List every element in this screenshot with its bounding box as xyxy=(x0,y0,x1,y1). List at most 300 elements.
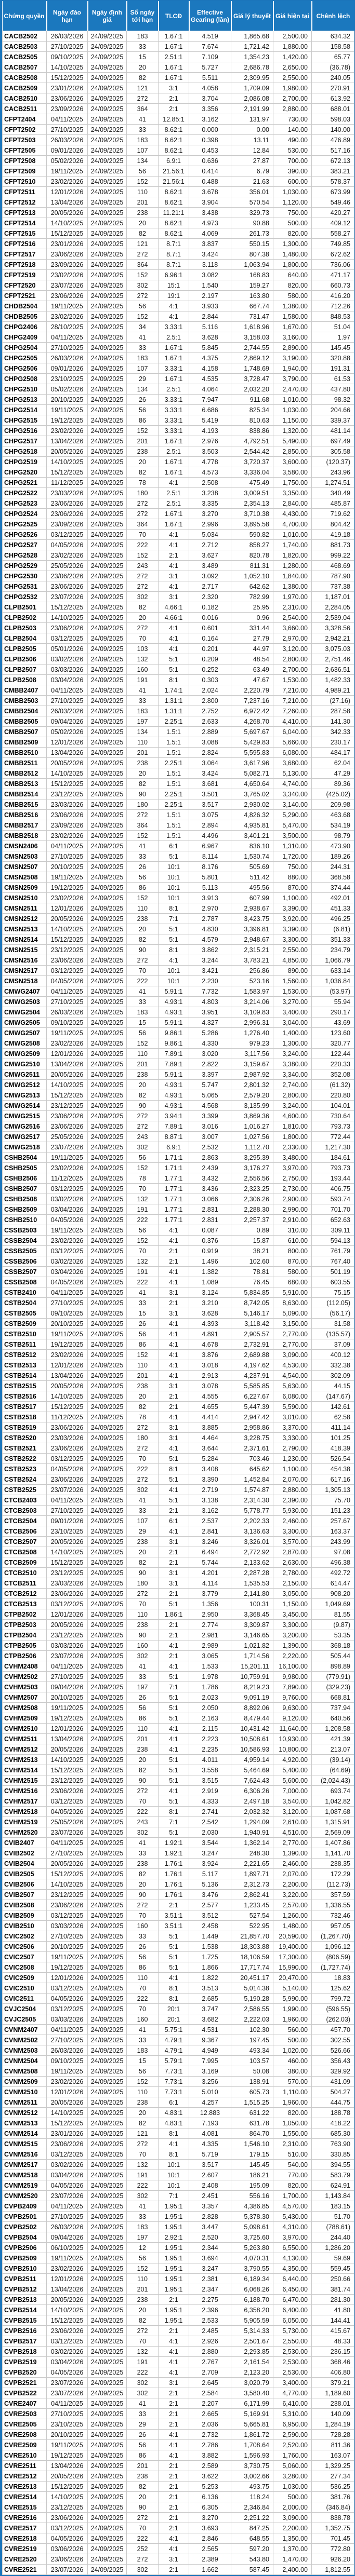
cell-maturity_date: 27/10/2025 xyxy=(47,997,88,1007)
cell-effective_gearing: 2.408 xyxy=(189,2180,231,2191)
cell-valuation_date: 24/09/2025 xyxy=(88,862,127,872)
cell-effective_gearing: 6.686 xyxy=(189,405,231,415)
cell-maturity_date: 23/02/2026 xyxy=(47,550,88,561)
cell-valuation_date: 24/09/2025 xyxy=(88,2440,127,2450)
cell-valuation_date: 24/09/2025 xyxy=(88,1049,127,1059)
cell-days_to_maturity: 302 xyxy=(127,592,159,602)
cell-current_price: 1,370.00 xyxy=(273,2544,312,2554)
cell-current_price: 6,450.00 xyxy=(273,2284,312,2295)
cell-code: CVNM2519 xyxy=(3,2180,47,2191)
cell-conversion_ratio: 3.33:1 xyxy=(159,322,189,332)
cell-code: CFPT2513 xyxy=(3,208,47,218)
cell-conversion_ratio: 2:1 xyxy=(159,1651,189,1661)
cell-difference: 672.62 xyxy=(312,249,354,260)
cell-maturity_date: 15/12/2025 xyxy=(47,779,88,789)
cell-days_to_maturity: 33 xyxy=(127,696,159,706)
cell-maturity_date: 20/10/2025 xyxy=(47,2430,88,2440)
cell-current_price: 4,310.00 xyxy=(273,2222,312,2232)
cell-code: CHPG2523 xyxy=(3,498,47,509)
cell-maturity_date: 23/07/2026 xyxy=(47,2388,88,2398)
cell-maturity_date: 25/05/2026 xyxy=(47,1817,88,1827)
cell-maturity_date: 13/04/2026 xyxy=(47,748,88,758)
cell-effective_gearing: 2.389 xyxy=(189,2554,231,2565)
cell-maturity_date: 04/11/2025 xyxy=(47,1838,88,1848)
cell-days_to_maturity: 70 xyxy=(127,1796,159,1807)
cell-theoretical_price: 1,596.93 xyxy=(231,2450,273,2461)
cell-theoretical_price: 2,996.31 xyxy=(231,1018,273,1028)
cell-effective_gearing: 4.464 xyxy=(189,1433,231,1443)
cell-valuation_date: 24/09/2025 xyxy=(88,1142,127,1153)
cell-difference: 693.74 xyxy=(312,1786,354,1796)
cell-effective_gearing: 4.257 xyxy=(189,2097,231,2108)
cell-code: CVNM2520 xyxy=(3,2191,47,2201)
cell-code: CFPT2508 xyxy=(3,156,47,166)
cell-current_price: 2,900.00 xyxy=(273,1194,312,1204)
cell-difference: 339.37 xyxy=(312,415,354,426)
cell-effective_gearing: 2.537 xyxy=(189,1516,231,1526)
cell-difference: 357.59 xyxy=(312,1890,354,1900)
cell-effective_gearing: 4.069 xyxy=(189,228,231,239)
cell-difference: 416.20 xyxy=(312,291,354,301)
cell-current_price: 5,130.00 xyxy=(273,768,312,779)
cell-current_price: 490.00 xyxy=(273,135,312,145)
cell-theoretical_price: 6,306.26 xyxy=(231,1786,273,1796)
cell-effective_gearing: 2.831 xyxy=(189,1204,231,1215)
cell-code: CVNM2407 xyxy=(3,2025,47,2035)
cell-theoretical_price: 3,146.65 xyxy=(231,1630,273,1640)
cell-difference: 701.45 xyxy=(312,2533,354,2544)
cell-maturity_date: 19/11/2025 xyxy=(47,872,88,883)
cell-difference: 496.38 xyxy=(312,1557,354,1568)
cell-code: CVIB2509 xyxy=(3,1910,47,1921)
cell-maturity_date: 03/03/2026 xyxy=(47,1640,88,1651)
cell-code: CVPB2513 xyxy=(3,2295,47,2305)
cell-difference: 244.31 xyxy=(312,862,354,872)
cell-current_price: 4,740.00 xyxy=(273,779,312,789)
cell-conversion_ratio: 8:1 xyxy=(159,675,189,685)
cell-maturity_date: 23/06/2026 xyxy=(47,509,88,519)
table-row xyxy=(3,644,354,654)
cell-conversion_ratio: 2:1 xyxy=(159,1391,189,1402)
cell-valuation_date: 24/09/2025 xyxy=(88,1443,127,1454)
cell-valuation_date: 24/09/2025 xyxy=(88,1329,127,1339)
cell-effective_gearing: 2.767 xyxy=(189,2357,231,2367)
cell-conversion_ratio: 8:1 xyxy=(159,903,189,914)
cell-code: CSTB2517 xyxy=(3,1402,47,1412)
cell-maturity_date: 15/12/2025 xyxy=(47,1090,88,1101)
cell-conversion_ratio: 4:1 xyxy=(159,1526,189,1537)
cell-conversion_ratio: 4:1 xyxy=(159,1319,189,1329)
cell-conversion_ratio: 1.86:1 xyxy=(159,1609,189,1620)
cell-conversion_ratio: 5:1 xyxy=(159,654,189,665)
table-row xyxy=(3,914,354,924)
cell-current_price: 4,850.00 xyxy=(273,955,312,966)
cell-difference: (2,024.43) xyxy=(312,1775,354,1786)
cell-current_price: 1,820.00 xyxy=(273,550,312,561)
table-row xyxy=(3,1755,354,1765)
cell-maturity_date: 04/11/2025 xyxy=(47,1495,88,1506)
cell-effective_gearing: 4.333 xyxy=(189,1796,231,1807)
cell-maturity_date: 14/10/2025 xyxy=(47,1391,88,1402)
cell-code: CMBB2514 xyxy=(3,789,47,799)
cell-maturity_date: 23/02/2026 xyxy=(47,2077,88,2087)
table-row xyxy=(3,1007,354,1018)
cell-days_to_maturity: 78 xyxy=(127,1173,159,1184)
cell-difference: 65.77 xyxy=(312,52,354,62)
cell-maturity_date: 20/05/2026 xyxy=(47,1744,88,1755)
cell-effective_gearing: 7.674 xyxy=(189,42,231,52)
cell-valuation_date: 24/09/2025 xyxy=(88,685,127,696)
cell-days_to_maturity: 26 xyxy=(127,1942,159,1952)
cell-days_to_maturity: 197 xyxy=(127,1682,159,1692)
cell-maturity_date: 23/07/2026 xyxy=(47,592,88,602)
cell-code: CFPT2519 xyxy=(3,270,47,280)
cell-conversion_ratio: 2:1 xyxy=(159,2492,189,2502)
cell-difference: 220.80 xyxy=(312,1090,354,1101)
table-row xyxy=(3,1059,354,1069)
table-row xyxy=(3,1848,354,1859)
cell-theoretical_price: 118.24 xyxy=(231,2492,273,2502)
cell-effective_gearing: 2.685 xyxy=(189,1994,231,2004)
cell-conversion_ratio: 5.91:1 xyxy=(159,986,189,997)
cell-valuation_date: 24/09/2025 xyxy=(88,93,127,104)
cell-maturity_date: 23/10/2025 xyxy=(47,2419,88,2430)
cell-current_price: 3,300.00 xyxy=(273,1620,312,1630)
cell-difference: (64.69) xyxy=(312,1765,354,1775)
cell-effective_gearing: 3.885 xyxy=(189,1422,231,1433)
cell-difference: 1,042.82 xyxy=(312,1796,354,1807)
cell-valuation_date: 24/09/2025 xyxy=(88,1661,127,1672)
table-row xyxy=(3,1132,354,1142)
cell-valuation_date: 24/09/2025 xyxy=(88,1402,127,1412)
cell-maturity_date: 23/02/2026 xyxy=(47,1350,88,1360)
cell-conversion_ratio: 4:1 xyxy=(159,955,189,966)
cell-code: CMSN2510 xyxy=(3,893,47,903)
table-row xyxy=(3,1412,354,1422)
cell-theoretical_price: 1,708.64 xyxy=(231,2440,273,2450)
cell-days_to_maturity: 132 xyxy=(127,2160,159,2170)
cell-difference: 330.85 xyxy=(312,2149,354,2160)
table-row xyxy=(3,613,354,623)
cell-effective_gearing: 3.436 xyxy=(189,1184,231,1194)
table-row xyxy=(3,2544,354,2554)
cell-effective_gearing: 3.693 xyxy=(189,2523,231,2533)
cell-code: CSHB2504 xyxy=(3,1153,47,1163)
cell-effective_gearing: 0.164 xyxy=(189,633,231,644)
cell-effective_gearing: 3.628 xyxy=(189,332,231,343)
cell-code: CSTB2505 xyxy=(3,1308,47,1319)
cell-current_price: 600.00 xyxy=(273,177,312,187)
cell-maturity_date: 23/06/2026 xyxy=(47,498,88,509)
cell-conversion_ratio: 1.76:1 xyxy=(159,1869,189,1879)
cell-days_to_maturity: 41 xyxy=(127,685,159,696)
cell-days_to_maturity: 180 xyxy=(127,1578,159,1589)
cell-current_price: 4,600.00 xyxy=(273,1111,312,1121)
table-row xyxy=(3,540,354,550)
cell-theoretical_price: 4,826.32 xyxy=(231,810,273,820)
cell-effective_gearing: 4.335 xyxy=(189,2139,231,2149)
cell-effective_gearing: 7.947 xyxy=(189,395,231,405)
cell-theoretical_price: 4,268.70 xyxy=(231,716,273,727)
cell-days_to_maturity: 110 xyxy=(127,1609,159,1620)
cell-difference: (39.14) xyxy=(312,1755,354,1765)
cell-days_to_maturity: 134 xyxy=(127,727,159,737)
cell-days_to_maturity: 56 xyxy=(127,1329,159,1339)
cell-maturity_date: 12/01/2026 xyxy=(47,1360,88,1371)
cell-theoretical_price: 5,834.85 xyxy=(231,1287,273,1298)
cell-conversion_ratio: 5:1 xyxy=(159,1827,189,1838)
cell-days_to_maturity: 107 xyxy=(127,363,159,374)
cell-effective_gearing: 5.117 xyxy=(189,1869,231,1879)
cell-conversion_ratio: 3.33:1 xyxy=(159,395,189,405)
cell-effective_gearing: 4.803 xyxy=(189,997,231,1007)
cell-current_price: 2,530.00 xyxy=(273,2347,312,2357)
cell-effective_gearing: 9.367 xyxy=(189,2035,231,2045)
cell-difference: 1.97 xyxy=(312,332,354,343)
cell-difference: 517.16 xyxy=(312,145,354,156)
table-row xyxy=(3,1474,354,1485)
cell-conversion_ratio: 1.76:1 xyxy=(159,1859,189,1869)
column-header-theoretical_price: Giá lý thuyết xyxy=(231,1,273,31)
cell-maturity_date: 20/05/2026 xyxy=(47,446,88,457)
cell-effective_gearing: 1.533 xyxy=(189,1661,231,1672)
cell-current_price: 1,960.00 xyxy=(273,2014,312,2025)
cell-theoretical_price: 2,306.26 xyxy=(231,1194,273,1204)
cell-current_price: 1,940.00 xyxy=(273,363,312,374)
cell-effective_gearing: 4.158 xyxy=(189,363,231,374)
cell-current_price: 2,550.00 xyxy=(273,73,312,83)
table-row xyxy=(3,1692,354,1703)
cell-effective_gearing: 0.209 xyxy=(189,654,231,665)
cell-days_to_maturity: 121 xyxy=(127,83,159,93)
cell-theoretical_price: 543.80 xyxy=(231,2554,273,2565)
cell-theoretical_price: 858.27 xyxy=(231,540,273,550)
cell-conversion_ratio: 8:1 xyxy=(159,945,189,955)
cell-current_price: 6,040.00 xyxy=(273,727,312,737)
cell-code: CVIC2506 xyxy=(3,1942,47,1952)
table-row xyxy=(3,1900,354,1910)
cell-theoretical_price: 3,109.83 xyxy=(231,1007,273,1018)
cell-theoretical_price: 4,386.85 xyxy=(231,2201,273,2212)
cell-code: CVHM2514 xyxy=(3,1765,47,1775)
cell-conversion_ratio: 4:1 xyxy=(159,1360,189,1371)
cell-days_to_maturity: 110 xyxy=(127,903,159,914)
cell-effective_gearing: 2.115 xyxy=(189,1724,231,1734)
table-row xyxy=(3,260,354,270)
cell-valuation_date: 24/09/2025 xyxy=(88,2482,127,2492)
cell-conversion_ratio: 3.33:1 xyxy=(159,363,189,374)
cell-difference: 193.44 xyxy=(312,1173,354,1184)
cell-conversion_ratio: 4.66:1 xyxy=(159,613,189,623)
table-row xyxy=(3,249,354,260)
cell-effective_gearing: 7.193 xyxy=(189,2118,231,2128)
cell-effective_gearing: 3.628 xyxy=(189,1308,231,1319)
cell-current_price: 1,380.00 xyxy=(273,301,312,311)
cell-theoretical_price: 8,219.23 xyxy=(231,1682,273,1692)
cell-difference: 55.94 xyxy=(312,997,354,1007)
cell-current_price: 560.00 xyxy=(273,2025,312,2035)
cell-days_to_maturity: 20 xyxy=(127,2305,159,2315)
cell-theoretical_price: 48.54 xyxy=(231,654,273,665)
cell-theoretical_price: 3,790.55 xyxy=(231,2263,273,2274)
table-row xyxy=(3,1807,354,1817)
cell-difference: 463.68 xyxy=(312,810,354,820)
cell-difference: 47.29 xyxy=(312,768,354,779)
cell-days_to_maturity: 134 xyxy=(127,156,159,166)
table-row xyxy=(3,218,354,228)
cell-valuation_date: 24/09/2025 xyxy=(88,1568,127,1578)
cell-current_price: 1,700.00 xyxy=(273,2191,312,2201)
cell-conversion_ratio: 2:1 xyxy=(159,2513,189,2523)
cell-theoretical_price: 6,358.20 xyxy=(231,2305,273,2315)
cell-theoretical_price: 10,508.61 xyxy=(231,1734,273,1744)
cell-current_price: 3,220.00 xyxy=(273,1890,312,1900)
cell-conversion_ratio: 3.51:1 xyxy=(159,1921,189,1931)
cell-days_to_maturity: 78 xyxy=(127,1412,159,1422)
table-row xyxy=(3,623,354,633)
cell-theoretical_price: 10,431.42 xyxy=(231,1724,273,1734)
cell-difference: 204.66 xyxy=(312,405,354,415)
cell-effective_gearing: 3.397 xyxy=(189,1069,231,1080)
cell-conversion_ratio: 1.67:1 xyxy=(159,509,189,519)
cell-difference: (112.73) xyxy=(312,1879,354,1890)
cell-valuation_date: 24/09/2025 xyxy=(88,1204,127,1215)
cell-conversion_ratio: 10:1 xyxy=(159,2160,189,2170)
cell-valuation_date: 24/09/2025 xyxy=(88,955,127,966)
cell-current_price: 1,030.00 xyxy=(273,2482,312,2492)
cell-days_to_maturity: 15 xyxy=(127,1308,159,1319)
cell-maturity_date: 04/11/2025 xyxy=(47,1661,88,1672)
cell-conversion_ratio: 1.5:1 xyxy=(159,820,189,831)
cell-conversion_ratio: 8.62:1 xyxy=(159,197,189,208)
cell-conversion_ratio: 9.86:1 xyxy=(159,1038,189,1049)
cell-conversion_ratio: 1.95:1 xyxy=(159,2222,189,2232)
cell-valuation_date: 24/09/2025 xyxy=(88,2056,127,2066)
cell-theoretical_price: 2,938.67 xyxy=(231,903,273,914)
cell-valuation_date: 24/09/2025 xyxy=(88,1339,127,1350)
cell-maturity_date: 20/10/2025 xyxy=(47,862,88,872)
cell-conversion_ratio: 1.67:1 xyxy=(159,457,189,467)
cell-difference: 374.44 xyxy=(312,883,354,893)
cell-maturity_date: 26/03/2026 xyxy=(47,135,88,145)
cell-days_to_maturity: 20 xyxy=(127,1080,159,1090)
cell-valuation_date: 24/09/2025 xyxy=(88,73,127,83)
cell-days_to_maturity: 272 xyxy=(127,571,159,581)
cell-days_to_maturity: 238 xyxy=(127,758,159,768)
cell-code: CVIC2502 xyxy=(3,1931,47,1942)
cell-current_price: 310.00 xyxy=(273,1225,312,1236)
cell-conversion_ratio: 4:1 xyxy=(159,1412,189,1422)
cell-code: CMWG2510 xyxy=(3,1059,47,1069)
cell-effective_gearing: 2.863 xyxy=(189,1153,231,1163)
cell-code: CVNM2508 xyxy=(3,2066,47,2077)
cell-code: CMWG2407 xyxy=(3,986,47,997)
cell-current_price: 2,310.00 xyxy=(273,2139,312,2149)
cell-difference: 634.32 xyxy=(312,31,354,42)
cell-difference: 454.38 xyxy=(312,1464,354,1474)
cell-days_to_maturity: 272 xyxy=(127,509,159,519)
cell-maturity_date: 23/07/2026 xyxy=(47,280,88,291)
cell-theoretical_price: 0.96 xyxy=(231,613,273,623)
cell-code: CMWG2508 xyxy=(3,1038,47,1049)
table-row xyxy=(3,1246,354,1256)
cell-days_to_maturity: 70 xyxy=(127,1983,159,1994)
cell-current_price: 6,550.00 xyxy=(273,2243,312,2253)
cell-effective_gearing: 3.356 xyxy=(189,104,231,114)
cell-conversion_ratio: 1.95:1 xyxy=(159,2305,189,2315)
cell-valuation_date: 24/09/2025 xyxy=(88,914,127,924)
cell-effective_gearing: 6.136 xyxy=(189,2492,231,2502)
cell-effective_gearing: 2.774 xyxy=(189,1620,231,1630)
table-row xyxy=(3,2232,354,2243)
cell-difference: (53.97) xyxy=(312,986,354,997)
cell-conversion_ratio: 4:1 xyxy=(159,1724,189,1734)
cell-days_to_maturity: 238 xyxy=(127,446,159,457)
cell-conversion_ratio: 5:1 xyxy=(159,924,189,934)
cell-valuation_date: 24/09/2025 xyxy=(88,2347,127,2357)
cell-current_price: 3,380.00 xyxy=(273,1059,312,1069)
cell-theoretical_price: 493.75 xyxy=(231,2482,273,2492)
cell-current_price: 2,070.00 xyxy=(273,1474,312,1485)
cell-valuation_date: 24/09/2025 xyxy=(88,384,127,395)
cell-days_to_maturity: 41 xyxy=(127,2025,159,2035)
cell-maturity_date: 20/05/2026 xyxy=(47,1069,88,1080)
cell-maturity_date: 23/07/2026 xyxy=(47,1485,88,1495)
table-row xyxy=(3,966,354,976)
cell-effective_gearing: 0.636 xyxy=(189,156,231,166)
column-header-maturity_date: Ngày đáo hạn xyxy=(47,1,88,31)
table-row xyxy=(3,602,354,613)
cell-code: CSSB2508 xyxy=(3,1277,47,1287)
cell-theoretical_price: 6,068.26 xyxy=(231,2284,273,2295)
cell-maturity_date: 15/12/2025 xyxy=(47,1869,88,1879)
cell-valuation_date: 24/09/2025 xyxy=(88,2430,127,2440)
cell-code: CVNM2514 xyxy=(3,2128,47,2139)
cell-valuation_date: 24/09/2025 xyxy=(88,1879,127,1890)
cell-valuation_date: 24/09/2025 xyxy=(88,2077,127,2087)
cell-current_price: 2,750.00 xyxy=(273,1173,312,1184)
cell-days_to_maturity: 183 xyxy=(127,353,159,363)
cell-theoretical_price: 6,972.42 xyxy=(231,706,273,716)
cell-difference: 213.07 xyxy=(312,1744,354,1755)
cell-theoretical_price: 5,697.67 xyxy=(231,727,273,737)
cell-conversion_ratio: 10:1 xyxy=(159,2170,189,2180)
cell-current_price: 1,380.00 xyxy=(273,581,312,592)
cell-valuation_date: 24/09/2025 xyxy=(88,2388,127,2398)
cell-current_price: 3,150.00 xyxy=(273,1319,312,1329)
cell-maturity_date: 23/01/2026 xyxy=(47,83,88,93)
cell-days_to_maturity: 152 xyxy=(127,550,159,561)
cell-current_price: 2,910.00 xyxy=(273,1215,312,1225)
cell-current_price: 6,410.00 xyxy=(273,2398,312,2409)
cell-difference: 688.01 xyxy=(312,104,354,114)
cell-current_price: 2,790.00 xyxy=(273,1443,312,1454)
cell-difference: (346.84) xyxy=(312,2502,354,2513)
cell-code: CSTB2511 xyxy=(3,1339,47,1350)
cell-difference: 329.92 xyxy=(312,2066,354,2077)
cell-maturity_date: 14/10/2025 xyxy=(47,924,88,934)
cell-current_price: 1,020.00 xyxy=(273,2045,312,2056)
cell-theoretical_price: 1,233.45 xyxy=(231,1900,273,1910)
cell-effective_gearing: 2.050 xyxy=(189,1703,231,1713)
table-row xyxy=(3,1360,354,1371)
cell-effective_gearing: 3.517 xyxy=(189,799,231,810)
table-row xyxy=(3,83,354,93)
cell-code: CHPG2504 xyxy=(3,343,47,353)
cell-theoretical_price: 50.08 xyxy=(231,2066,273,2077)
cell-code: CVPB2515 xyxy=(3,2315,47,2326)
cell-conversion_ratio: 2:1 xyxy=(159,2419,189,2430)
